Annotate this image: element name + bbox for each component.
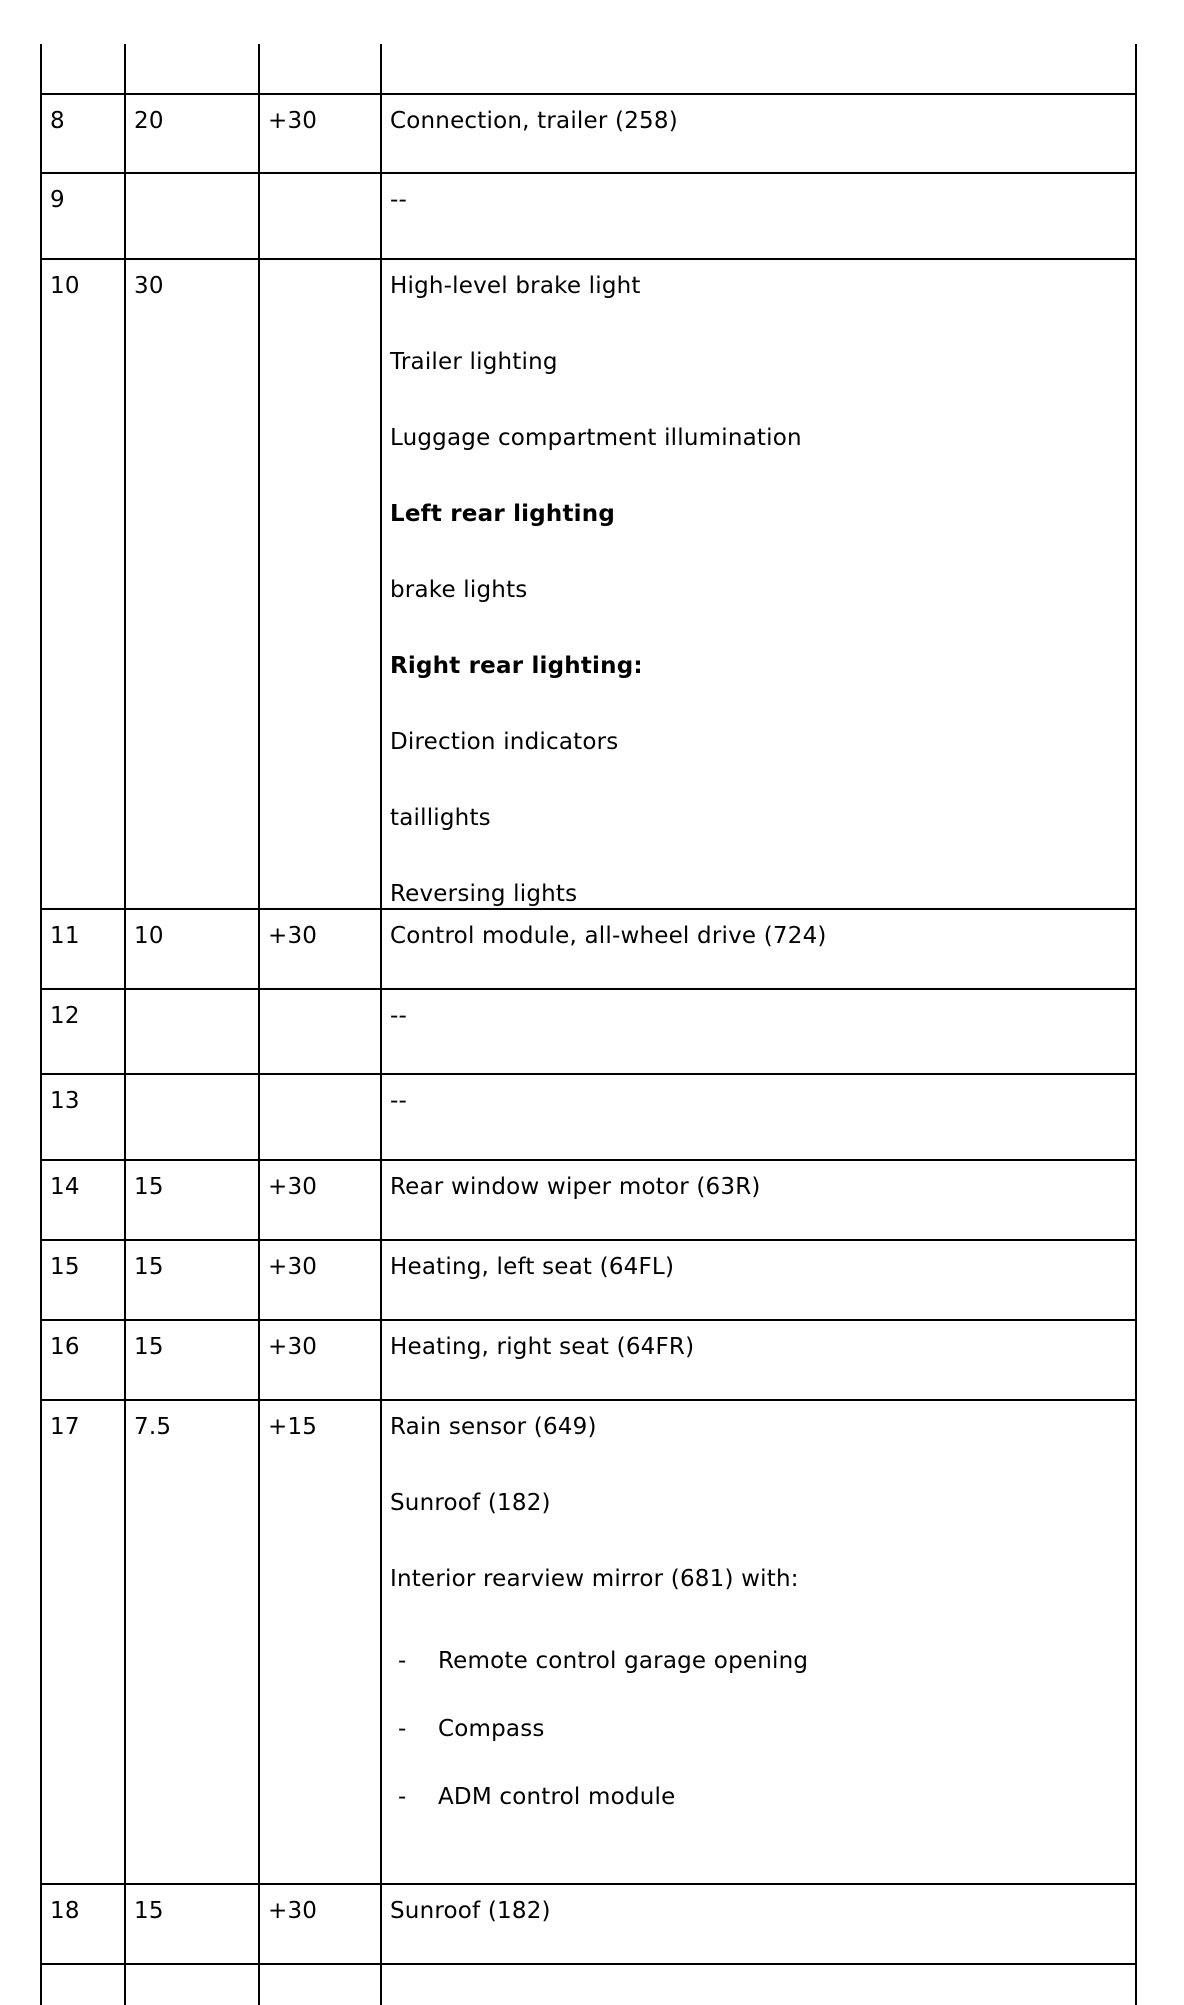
fuse-description: Connection, trailer (258)	[390, 108, 678, 134]
table-row	[41, 989, 1136, 1074]
fuse-table	[40, 44, 1137, 2005]
fuse-number-cell	[41, 94, 125, 173]
fuse-number-cell	[41, 1074, 125, 1160]
description-line: taillights	[390, 805, 491, 831]
table-row-continuation-bottom	[41, 1964, 1136, 2005]
table-row	[41, 1160, 1136, 1240]
fuse-number: 9	[50, 187, 65, 213]
terminal-cell	[259, 173, 381, 259]
terminal-cell	[259, 94, 381, 173]
description-line: Interior rearview mirror (681) with:	[390, 1566, 799, 1592]
table-cell	[259, 1964, 381, 2005]
amperage-cell	[125, 1160, 259, 1240]
fuse-number-cell	[41, 173, 125, 259]
fuse-number-cell	[41, 1320, 125, 1400]
description-cell	[381, 1240, 1136, 1320]
fuse-number: 12	[50, 1003, 80, 1029]
table-cell	[381, 44, 1136, 94]
fuse-terminal: +30	[268, 923, 318, 949]
amperage-cell	[125, 1884, 259, 1964]
fuse-amperage: 15	[134, 1254, 164, 1280]
fuse-terminal	[268, 174, 372, 186]
amperage-cell	[125, 1074, 259, 1160]
description-heading: Left rear lighting	[390, 501, 615, 527]
description-cell	[381, 173, 1136, 259]
terminal-cell	[259, 1240, 381, 1320]
fuse-number: 11	[50, 923, 80, 949]
terminal-cell	[259, 1160, 381, 1240]
table-row	[41, 94, 1136, 173]
table-row-continuation-top	[41, 44, 1136, 94]
amperage-cell	[125, 94, 259, 173]
table-row	[41, 1074, 1136, 1160]
list-item-label: Remote control garage opening	[438, 1648, 809, 1674]
description-line: Trailer lighting	[390, 349, 558, 375]
table-cell	[125, 44, 259, 94]
description-cell	[381, 94, 1136, 173]
description-cell	[381, 909, 1136, 989]
description-line: brake lights	[390, 577, 528, 603]
description-cell	[381, 1074, 1136, 1160]
fuse-terminal	[268, 1075, 372, 1087]
table-cell	[381, 1964, 1136, 2005]
fuse-number-cell	[41, 1400, 125, 1884]
fuse-description: --	[390, 1003, 407, 1029]
table-row	[41, 1320, 1136, 1400]
table-cell	[41, 1964, 125, 2005]
terminal-cell	[259, 259, 381, 909]
fuse-description: Heating, right seat (64FR)	[390, 1334, 695, 1360]
fuse-terminal	[268, 260, 372, 272]
description-line: Luggage compartment illumination	[390, 425, 802, 451]
list-item	[390, 1715, 1127, 1743]
list-item-label: ADM control module	[438, 1784, 676, 1810]
description-cell	[381, 259, 1136, 909]
description-cell	[381, 1884, 1136, 1964]
amperage-cell	[125, 1400, 259, 1884]
fuse-number: 15	[50, 1254, 80, 1280]
terminal-cell	[259, 989, 381, 1074]
table-row	[41, 259, 1136, 909]
table-row	[41, 1240, 1136, 1320]
fuse-amperage: 10	[134, 923, 164, 949]
amperage-cell	[125, 989, 259, 1074]
fuse-amperage	[134, 990, 250, 1002]
fuse-amperage: 15	[134, 1898, 164, 1924]
fuse-number-cell	[41, 989, 125, 1074]
description-line: Rain sensor (649)	[390, 1414, 597, 1440]
fuse-number: 18	[50, 1898, 80, 1924]
fuse-terminal: +30	[268, 1334, 318, 1360]
fuse-number-cell	[41, 1884, 125, 1964]
description-cell	[381, 989, 1136, 1074]
fuse-number: 17	[50, 1414, 80, 1440]
fuse-amperage: 30	[134, 273, 164, 299]
fuse-terminal: +30	[268, 108, 318, 134]
terminal-cell	[259, 1400, 381, 1884]
terminal-cell	[259, 1074, 381, 1160]
description-line: Direction indicators	[390, 729, 619, 755]
amperage-cell	[125, 909, 259, 989]
description-line: Sunroof (182)	[390, 1490, 551, 1516]
fuse-number: 8	[50, 108, 65, 134]
fuse-number-cell	[41, 909, 125, 989]
fuse-number: 13	[50, 1088, 80, 1114]
terminal-cell	[259, 909, 381, 989]
dash-bullet: -	[398, 1648, 407, 1674]
description-cell	[381, 1400, 1136, 1884]
fuse-number: 14	[50, 1174, 80, 1200]
fuse-description: --	[390, 187, 407, 213]
fuse-terminal: +15	[268, 1414, 318, 1440]
fuse-amperage: 20	[134, 108, 164, 134]
fuse-terminal: +30	[268, 1254, 318, 1280]
description-cell	[381, 1320, 1136, 1400]
amperage-cell	[125, 173, 259, 259]
amperage-cell	[125, 1320, 259, 1400]
fuse-description: Sunroof (182)	[390, 1898, 551, 1924]
description-line: High-level brake light	[390, 273, 641, 299]
fuse-amperage	[134, 174, 250, 186]
dash-bullet: -	[398, 1784, 407, 1810]
table-cell	[125, 1964, 259, 2005]
description-line: Reversing lights	[390, 881, 578, 907]
fuse-number: 10	[50, 273, 80, 299]
fuse-number-cell	[41, 1240, 125, 1320]
table-row	[41, 909, 1136, 989]
table-row	[41, 173, 1136, 259]
fuse-amperage: 7.5	[134, 1414, 172, 1440]
amperage-cell	[125, 259, 259, 909]
description-heading: Right rear lighting:	[390, 653, 643, 679]
list-item-label: Compass	[438, 1716, 545, 1742]
table-row	[41, 1884, 1136, 1964]
amperage-cell	[125, 1240, 259, 1320]
fuse-amperage: 15	[134, 1334, 164, 1360]
fuse-terminal: +30	[268, 1174, 318, 1200]
fuse-number: 16	[50, 1334, 80, 1360]
fuse-description: --	[390, 1088, 407, 1114]
fuse-description: Control module, all-wheel drive (724)	[390, 923, 827, 949]
table-cell	[41, 44, 125, 94]
fuse-description: Heating, left seat (64FL)	[390, 1254, 675, 1280]
fuse-terminal	[268, 990, 372, 1002]
table-cell	[259, 44, 381, 94]
table-row	[41, 1400, 1136, 1884]
terminal-cell	[259, 1320, 381, 1400]
fuse-terminal: +30	[268, 1898, 318, 1924]
list-item	[390, 1783, 1127, 1811]
fuse-description: Rear window wiper motor (63R)	[390, 1174, 761, 1200]
terminal-cell	[259, 1884, 381, 1964]
sub-item-list	[390, 1647, 1127, 1811]
fuse-number-cell	[41, 1160, 125, 1240]
dash-bullet: -	[398, 1716, 407, 1742]
fuse-amperage	[134, 1075, 250, 1087]
list-item	[390, 1647, 1127, 1675]
description-cell	[381, 1160, 1136, 1240]
fuse-number-cell	[41, 259, 125, 909]
fuse-amperage: 15	[134, 1174, 164, 1200]
